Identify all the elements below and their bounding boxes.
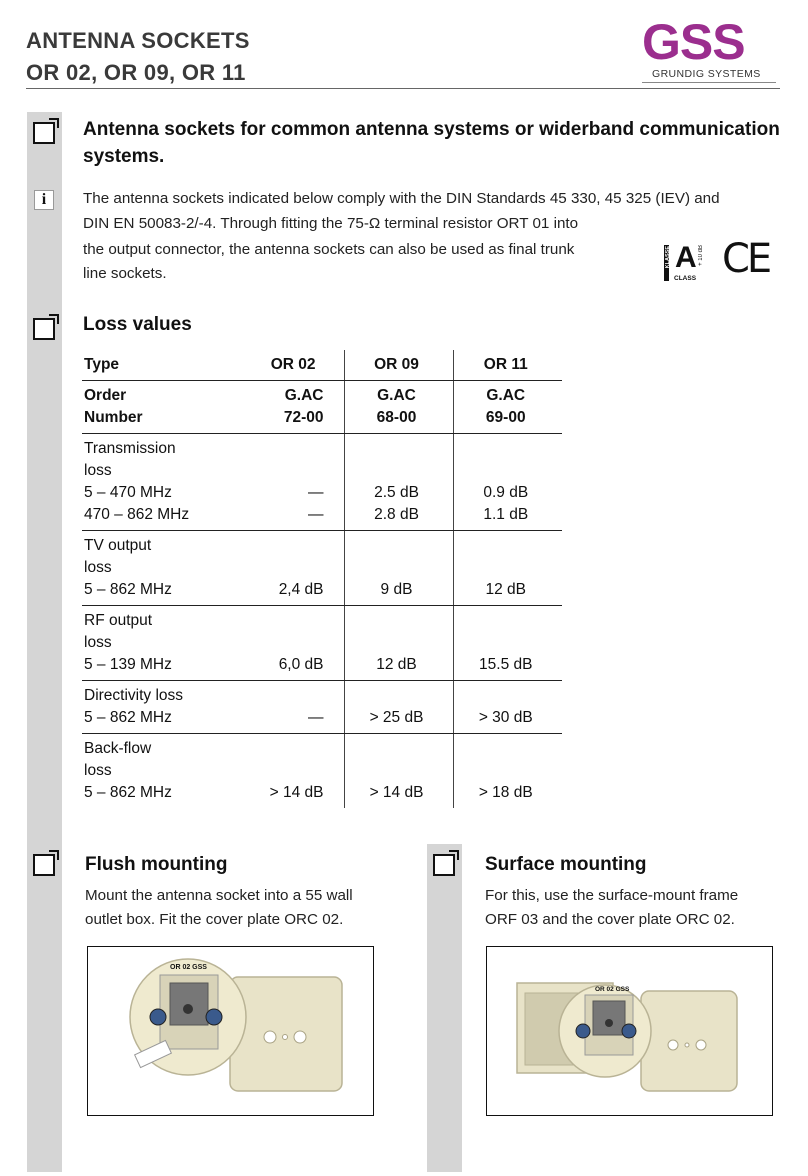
tv-label-2: loss <box>84 559 112 576</box>
transmission-r1-or02: — <box>308 484 324 501</box>
table-row <box>82 381 562 434</box>
transmission-r1-or11: 0.9 dB <box>483 484 529 501</box>
backflow-or11: > 18 dB <box>453 734 562 809</box>
page-title-line2: OR 02, OR 09, OR 11 <box>26 60 246 85</box>
transmission-r1-label: 5 – 470 MHz <box>84 484 172 501</box>
surface-mount-photo <box>486 946 773 1116</box>
transmission-r2-or11: 1.1 dB <box>483 506 529 523</box>
transmission-label-2: loss <box>84 462 112 479</box>
section-box-icon <box>33 318 55 340</box>
surface-line-2: ORF 03 and the cover plate ORC 02. <box>485 911 735 928</box>
backflow-or09: > 14 dB <box>344 734 453 809</box>
order-or11-1: G.AC <box>486 387 526 404</box>
class-a-badge <box>664 243 708 283</box>
table-row <box>82 434 562 531</box>
flush-mount-photo <box>87 946 374 1116</box>
gss-logo <box>642 14 782 80</box>
header-type: Type <box>82 350 232 381</box>
order-or02-1: G.AC <box>284 387 324 404</box>
loss-values-table <box>82 350 562 808</box>
section-box-icon <box>433 854 455 876</box>
flush-line-1: Mount the antenna socket into a 55 wall <box>85 887 353 904</box>
badge-letter: A <box>675 241 697 274</box>
flush-socket-illustration <box>88 947 372 1114</box>
info-line-4: line sockets. <box>83 265 167 282</box>
transmission-r1-or09: 2.5 dB <box>374 484 419 501</box>
table-row <box>82 681 562 734</box>
rf-or09: 12 dB <box>344 606 453 681</box>
transmission-r2-or02: — <box>308 506 324 523</box>
tv-or11: 12 dB <box>453 531 562 606</box>
directivity-label-1: Directivity loss <box>84 687 184 704</box>
order-or09-1: G.AC <box>377 387 416 404</box>
section-box-icon <box>33 854 55 876</box>
header-or11: OR 11 <box>453 350 562 381</box>
header-divider <box>26 88 780 89</box>
tv-label-1: TV output <box>84 537 152 554</box>
order-or11-2: 69-00 <box>485 409 526 426</box>
ce-mark: CE <box>722 236 770 282</box>
header-or02: OR 02 <box>232 350 344 381</box>
order-label-1: Order <box>84 387 127 404</box>
rf-r1-label: 5 – 139 MHz <box>84 656 172 673</box>
badge-db: + 10 dB <box>698 245 704 266</box>
page-title-line1: ANTENNA SOCKETS <box>26 28 250 53</box>
info-line-3: the output connector, the antenna sockets can also be used as final trunk <box>83 241 575 258</box>
section-box-icon <box>33 122 55 144</box>
transmission-r2-label: 470 – 862 MHz <box>84 506 190 523</box>
backflow-or02: > 14 dB <box>269 784 324 801</box>
info-icon: i <box>34 190 54 210</box>
logo-text: GSS <box>642 14 745 70</box>
directivity-or09: > 25 dB <box>344 681 453 734</box>
order-label-2: Number <box>84 409 143 426</box>
right-margin-bar <box>427 844 462 1172</box>
badge-klasse: KLASSE <box>665 246 671 269</box>
surface-line-1: For this, use the surface-mount frame <box>485 887 739 904</box>
rf-or02: 6,0 dB <box>232 606 344 681</box>
flush-socket-label: OR 02 GSS <box>170 964 207 971</box>
backflow-r1-label: 5 – 862 MHz <box>84 784 172 801</box>
header-or09: OR 09 <box>344 350 453 381</box>
logo-subtext: GRUNDIG SYSTEMS <box>652 68 761 80</box>
tv-or09: 9 dB <box>344 531 453 606</box>
table-row <box>82 734 562 809</box>
rf-or11: 15.5 dB <box>453 606 562 681</box>
directivity-r1-label: 5 – 862 MHz <box>84 709 172 726</box>
intro-heading: Antenna sockets for common antenna systems or widerband communication systems. <box>83 119 780 167</box>
backflow-label-1: Back-flow <box>84 740 152 757</box>
flush-heading: Flush mounting <box>85 854 228 875</box>
table-row <box>82 531 562 606</box>
info-line-1: The antenna sockets indicated below comply with the DIN Standards 45 330, 45 325 (IEV) and <box>83 190 720 207</box>
table-row <box>82 606 562 681</box>
surface-heading: Surface mounting <box>485 854 647 875</box>
transmission-r2-or09: 2.8 dB <box>374 506 419 523</box>
badge-class: CLASS <box>674 275 697 282</box>
directivity-or11: > 30 dB <box>453 681 562 734</box>
transmission-label-1: Transmission <box>84 440 176 457</box>
rf-label-2: loss <box>84 634 112 651</box>
backflow-label-2: loss <box>84 762 112 779</box>
tv-or02: 2,4 dB <box>232 531 344 606</box>
flush-line-2: outlet box. Fit the cover plate ORC 02. <box>85 911 344 928</box>
tv-r1-label: 5 – 862 MHz <box>84 581 172 598</box>
table-header-row <box>82 350 562 381</box>
loss-heading: Loss values <box>83 314 192 335</box>
rf-label-1: RF output <box>84 612 153 629</box>
left-margin-bar <box>27 112 62 1172</box>
logo-divider <box>642 82 776 83</box>
directivity-or02: — <box>232 681 344 734</box>
order-or09-2: 68-00 <box>376 409 417 426</box>
info-line-2: DIN EN 50083-2/-4. Through fitting the 75-Ω terminal resistor ORT 01 into <box>83 215 579 232</box>
order-or02-2: 72-00 <box>283 409 324 426</box>
surface-socket-label: OR 02 GSS <box>595 986 630 993</box>
surface-socket-illustration <box>487 947 771 1114</box>
